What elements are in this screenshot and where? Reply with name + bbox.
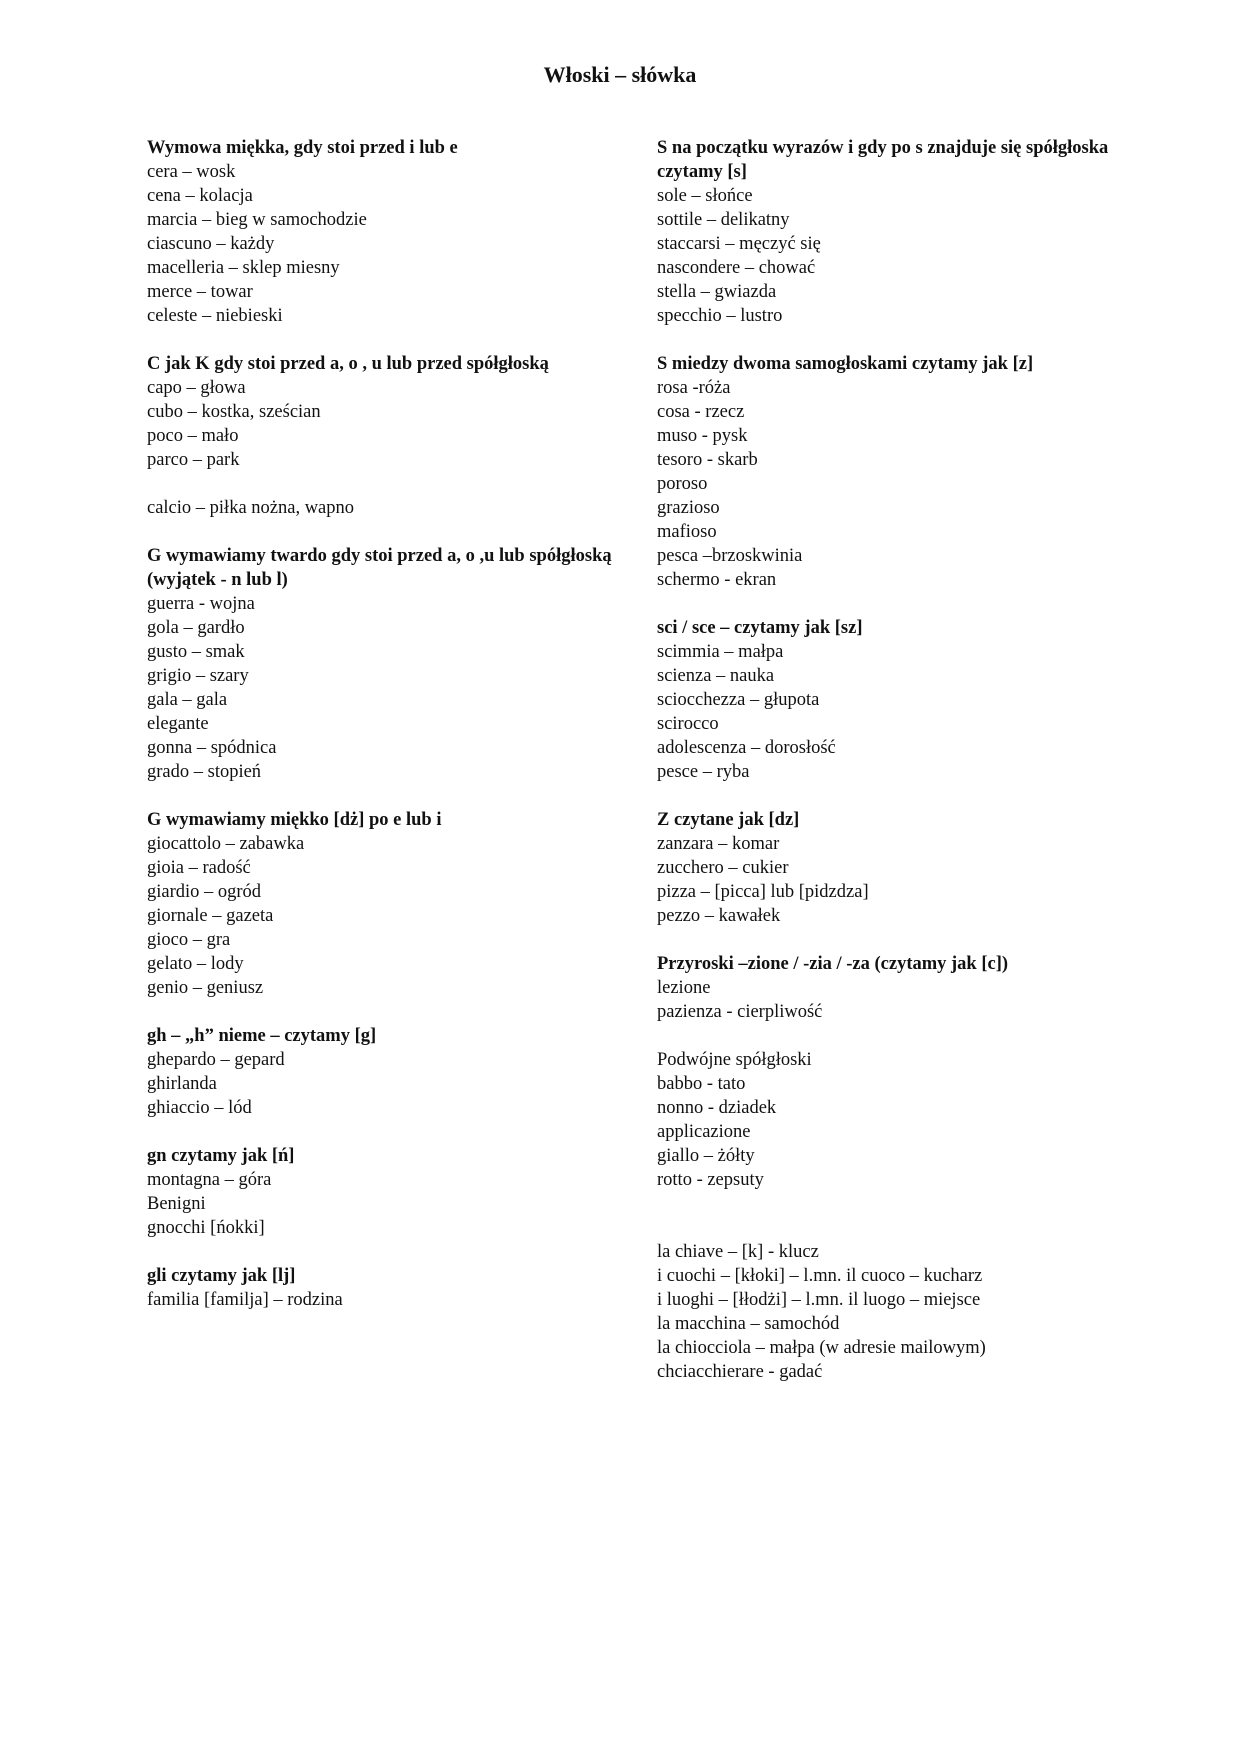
vocab-entry: cera – wosk — [147, 162, 236, 182]
vocab-entry: gonna – spódnica — [147, 738, 277, 758]
vocab-entry: gala – gala — [147, 690, 228, 710]
vocab-entry: genio – geniusz — [147, 978, 264, 998]
vocab-entry: muso - pysk — [657, 426, 748, 446]
vocab-section — [657, 952, 1117, 1024]
vocab-entry: capo – głowa — [147, 378, 246, 398]
vocab-entry: sottile – delikatny — [657, 210, 790, 230]
vocab-entry: merce – towar — [147, 282, 253, 302]
vocab-entry: poroso — [657, 474, 708, 494]
vocab-entry: gusto – smak — [147, 642, 245, 662]
vocab-entry: ghiaccio – lód — [147, 1098, 252, 1118]
blank-line — [657, 1216, 1117, 1240]
vocab-entry: la macchina – samochód — [657, 1314, 840, 1334]
vocab-entry: i cuochi – [kłoki] – l.mn. il cuoco – kucharz — [657, 1266, 983, 1286]
vocab-entry: pezzo – kawałek — [657, 906, 781, 926]
vocab-section — [657, 1216, 1117, 1384]
vocab-entry: cena – kolacja — [147, 186, 253, 206]
section-heading: gh – „h” nieme – czytamy [g] — [147, 1026, 377, 1046]
vocab-entry: gioco – gra — [147, 930, 231, 950]
vocab-section — [657, 808, 1117, 928]
vocab-entry: pizza – [picca] lub [pidzdza] — [657, 882, 869, 902]
vocab-entry: giallo – żółty — [657, 1146, 755, 1166]
vocab-entry: parco – park — [147, 450, 240, 470]
vocab-entry: montagna – góra — [147, 1170, 272, 1190]
section-heading: G wymawiamy miękko [dż] po e lub i — [147, 810, 442, 830]
vocab-entry: pesca –brzoskwinia — [657, 546, 803, 566]
vocab-entry: scimmia – małpa — [657, 642, 784, 662]
vocab-entry: mafioso — [657, 522, 717, 542]
section-heading: G wymawiamy twardo gdy stoi przed a, o ,u lub spółgłoską (wyjątek - n lub l) — [147, 546, 612, 590]
vocab-section — [657, 1048, 1117, 1192]
vocab-entry: giardio – ogród — [147, 882, 262, 902]
section-heading: gli czytamy jak [lj] — [147, 1266, 296, 1286]
vocab-entry: la chiocciola – małpa (w adresie mailowym) — [657, 1338, 986, 1358]
vocab-entry: applicazione — [657, 1122, 751, 1142]
vocab-entry: babbo - tato — [657, 1074, 746, 1094]
section-heading: Przyroski –zione / -zia / -za (czytamy jak [c]) — [657, 954, 1009, 974]
vocab-entry: ciascuno – każdy — [147, 234, 275, 254]
vocab-entry: giornale – gazeta — [147, 906, 274, 926]
vocab-entry: i luoghi – [łłodżi] – l.mn. il luogo – miejsce — [657, 1290, 981, 1310]
vocab-section — [657, 136, 1117, 328]
vocab-entry: familia [familja] – rodzina — [147, 1290, 343, 1310]
vocab-entry: pesce – ryba — [657, 762, 750, 782]
vocab-entry: Podwójne spółgłoski — [657, 1050, 812, 1070]
vocab-entry: stella – gwiazda — [657, 282, 777, 302]
section-heading: Z czytane jak [dz] — [657, 810, 800, 830]
vocab-section — [657, 352, 1117, 592]
section-heading: S miedzy dwoma samogłoskami czytamy jak [z] — [657, 354, 1034, 374]
vocab-entry: calcio – piłka nożna, wapno — [147, 498, 355, 518]
vocab-entry: schermo - ekran — [657, 570, 777, 590]
vocab-entry: guerra - wojna — [147, 594, 255, 614]
vocab-entry: sciocchezza – głupota — [657, 690, 820, 710]
vocab-entry: grado – stopień — [147, 762, 262, 782]
vocab-entry: gola – gardło — [147, 618, 245, 638]
vocab-section — [657, 616, 1117, 784]
vocab-section — [147, 1024, 617, 1120]
vocab-entry: ghirlanda — [147, 1074, 217, 1094]
vocab-section — [147, 1264, 617, 1312]
vocab-entry: nascondere – chować — [657, 258, 816, 278]
vocab-entry: gioia – radość — [147, 858, 251, 878]
vocab-section — [147, 496, 617, 520]
vocab-entry: zucchero – cukier — [657, 858, 789, 878]
right-column — [657, 136, 1117, 1408]
vocab-entry: scienza – nauka — [657, 666, 775, 686]
vocab-entry: grazioso — [657, 498, 720, 518]
page-title: Włoski – słówka — [543, 62, 697, 87]
section-heading: sci / sce – czytamy jak [sz] — [657, 618, 863, 638]
vocab-entry: gelato – lody — [147, 954, 244, 974]
vocab-section — [147, 808, 617, 1000]
section-heading: C jak K gdy stoi przed a, o , u lub przed spółgłoską — [147, 354, 549, 374]
vocab-entry: scirocco — [657, 714, 719, 734]
vocab-entry: elegante — [147, 714, 209, 734]
vocab-entry: nonno - dziadek — [657, 1098, 777, 1118]
vocab-entry: cubo – kostka, sześcian — [147, 402, 321, 422]
vocab-entry: giocattolo – zabawka — [147, 834, 305, 854]
vocab-entry: lezione — [657, 978, 711, 998]
vocab-entry: poco – mało — [147, 426, 239, 446]
vocab-entry: cosa - rzecz — [657, 402, 745, 422]
vocab-section — [147, 544, 617, 784]
vocab-entry: rosa -róża — [657, 378, 731, 398]
section-heading: S na początku wyrazów i gdy po s znajduje się spółgłoska czytamy [s] — [657, 138, 1109, 182]
vocab-entry: tesoro - skarb — [657, 450, 758, 470]
vocab-entry: zanzara – komar — [657, 834, 780, 854]
section-heading: Wymowa miękka, gdy stoi przed i lub e — [147, 138, 458, 158]
vocab-entry: Benigni — [147, 1194, 206, 1214]
vocab-entry: grigio – szary — [147, 666, 249, 686]
vocab-entry: celeste – niebieski — [147, 306, 283, 326]
vocab-entry: adolescenza – dorosłość — [657, 738, 836, 758]
vocab-entry: chciacchierare - gadać — [657, 1362, 823, 1382]
vocab-entry: sole – słońce — [657, 186, 753, 206]
vocab-entry: la chiave – [k] - klucz — [657, 1242, 819, 1262]
vocab-entry: staccarsi – męczyć się — [657, 234, 821, 254]
vocab-entry: specchio – lustro — [657, 306, 783, 326]
vocab-section — [147, 1144, 617, 1240]
vocab-section — [147, 352, 617, 472]
vocab-entry: rotto - zepsuty — [657, 1170, 764, 1190]
vocab-entry: pazienza - cierpliwość — [657, 1002, 823, 1022]
vocab-section — [147, 136, 617, 328]
vocab-entry: macelleria – sklep miesny — [147, 258, 340, 278]
section-heading: gn czytamy jak [ń] — [147, 1146, 295, 1166]
vocab-entry: gnocchi [ńokki] — [147, 1218, 265, 1238]
vocab-entry: marcia – bieg w samochodzie — [147, 210, 367, 230]
vocab-entry: ghepardo – gepard — [147, 1050, 285, 1070]
left-column — [147, 136, 617, 1336]
